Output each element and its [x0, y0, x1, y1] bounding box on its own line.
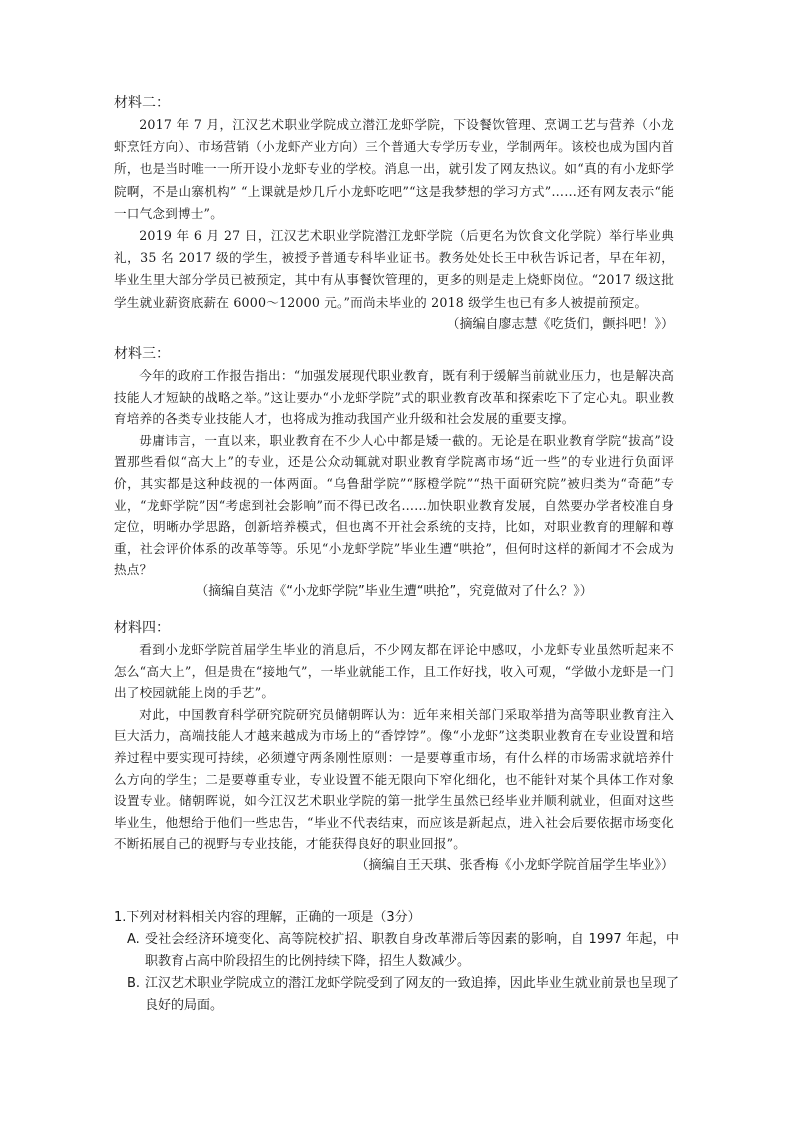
paragraph: 对此，中国教育科学研究院研究员储朝晖认为：近年来相关部门采取举措为高等职业教育注入巨大活力，高端技能人才越来越成为市场上的“香饽饽”。像“小龙虾”这类职业教育在专业设置和培养过程中要实现可持续，必须遵守两条刚性原则：一是要尊重市场，有什么样的市场需求就培养什么方向的学生；二是要尊重专业，专业设置不能无限向下窄化细化，也不能针对某个具体工作对象设置专业。储朝晖说，如今江汉艺术职业学院的第一批学生虽然已经毕业并顺利就业，但面对这些毕业生，他想给于他们一些忠告，“毕业不代表结束，而应该是新起点，进入社会后要依据市场变化不断拓展自己的视野与专业技能，才能获得良好的职业回报”。 [114, 706, 674, 852]
question-block [114, 907, 679, 1017]
material-heading: 材料四： [114, 620, 170, 636]
option-letter: B. [127, 976, 141, 991]
material-three [114, 343, 674, 603]
paragraph: 看到小龙虾学院首届学生毕业的消息后，不少网友都在评论中感叹，小龙虾专业虽然听起来不怎么“高大上”，但是贵在“接地气”，一毕业就能工作，且工作好找，收入可观，“学做小龙虾是一门出了校园就能上岗的手艺”。 [114, 642, 674, 701]
source-citation: （摘编自廖志慧《吃货们，颤抖吧！》） [446, 316, 674, 332]
paragraph: 2019 年 6 月 27 日，江汉艺术职业学院潜江龙虾学院（后更名为饮食文化学院）举行毕业典礼，35 名 2017 级的学生，被授予普通专科毕业证书。教务处处长王中秋告诉记者，早在年初，毕业生里大部分学员已被预定，其中有从事餐饮管理的，更多的则是走上烧虾岗位。“2017 级这批学生就业薪资底薪在 6000～12000 元。”而尚未毕业的 2018 级学生也已有多人被提前预定。 [114, 228, 674, 310]
option-letter: A. [127, 932, 140, 947]
paragraph: 今年的政府工作报告指出：“加强发展现代职业教育，既有利于缓解当前就业压力，也是解决高技能人才短缺的战略之举。”这让要办“小龙虾学院”式的职业教育改革和探索吃下了定心丸。职业教育培养的各类专业技能人才，也将成为推动我国产业升级和社会发展的重要支撑。 [114, 368, 674, 427]
option-b [114, 973, 679, 1017]
source-citation: （摘编自莫洁《“小龙虾学院”毕业生遭“哄抢”，究竟做对了什么？》） [195, 583, 593, 599]
material-four [114, 617, 674, 877]
question-stem: 1.下列对材料相关内容的理解，正确的一项是（3分） [114, 910, 421, 925]
paragraph: 2017 年 7 月，江汉艺术职业学院成立潜江龙虾学院，下设餐饮管理、烹调工艺与营养（小龙虾烹饪方向）、市场营销（小龙虾产业方向）三个普通大专学历专业，学制两年。该校也成为国内首所，也是当时唯一一所开设小龙虾专业的学校。消息一出，就引发了网友热议。如“真的有小龙虾学院啊，不是山寨机构” “上课就是炒几斤小龙虾吃吧”“这是我梦想的学习方式”……还有网友表示“能一口气念到博士”。 [114, 117, 674, 221]
option-text: 受社会经济环境变化、高等院校扩招、职教自身改革滞后等因素的影响，自 1997 年起，中职教育占高中阶段招生的比例持续下降，招生人数减少。 [145, 932, 679, 969]
material-heading: 材料三： [114, 346, 170, 362]
option-text: 江汉艺术职业学院成立的潜江龙虾学院受到了网友的一致追捧，因此毕业生就业前景也呈现了良好的局面。 [145, 976, 679, 1013]
material-two [114, 92, 674, 336]
paragraph: 毋庸讳言，一直以来，职业教育在不少人心中都是矮一截的。无论是在职业教育学院“拔高”设置那些看似“高大上”的专业，还是公众动辄就对职业教育学院离市场“近一些”的专业进行负面评价，其实都是这种歧视的一体两面。“乌鲁甜学院”“豚橙学院”“热干面研究院”被归类为“奇葩”专业，“龙虾学院”因“考虑到社会影响”而不得已改名……加快职业教育发展，自然要办学者校准自身定位，明晰办学思路，创新培养模式，但也离不开社会系统的支持，比如，对职业教育的理解和尊重，社会评价体系的改革等等。乐见“小龙虾学院”毕业生遭“哄抢”，但何时这样的新闻才不会成为热点？ [114, 432, 674, 578]
source-citation: （摘编自王天琪、张香梅《小龙虾学院首届学生毕业》） [355, 857, 674, 873]
material-heading: 材料二： [114, 95, 170, 111]
option-a [114, 929, 679, 973]
